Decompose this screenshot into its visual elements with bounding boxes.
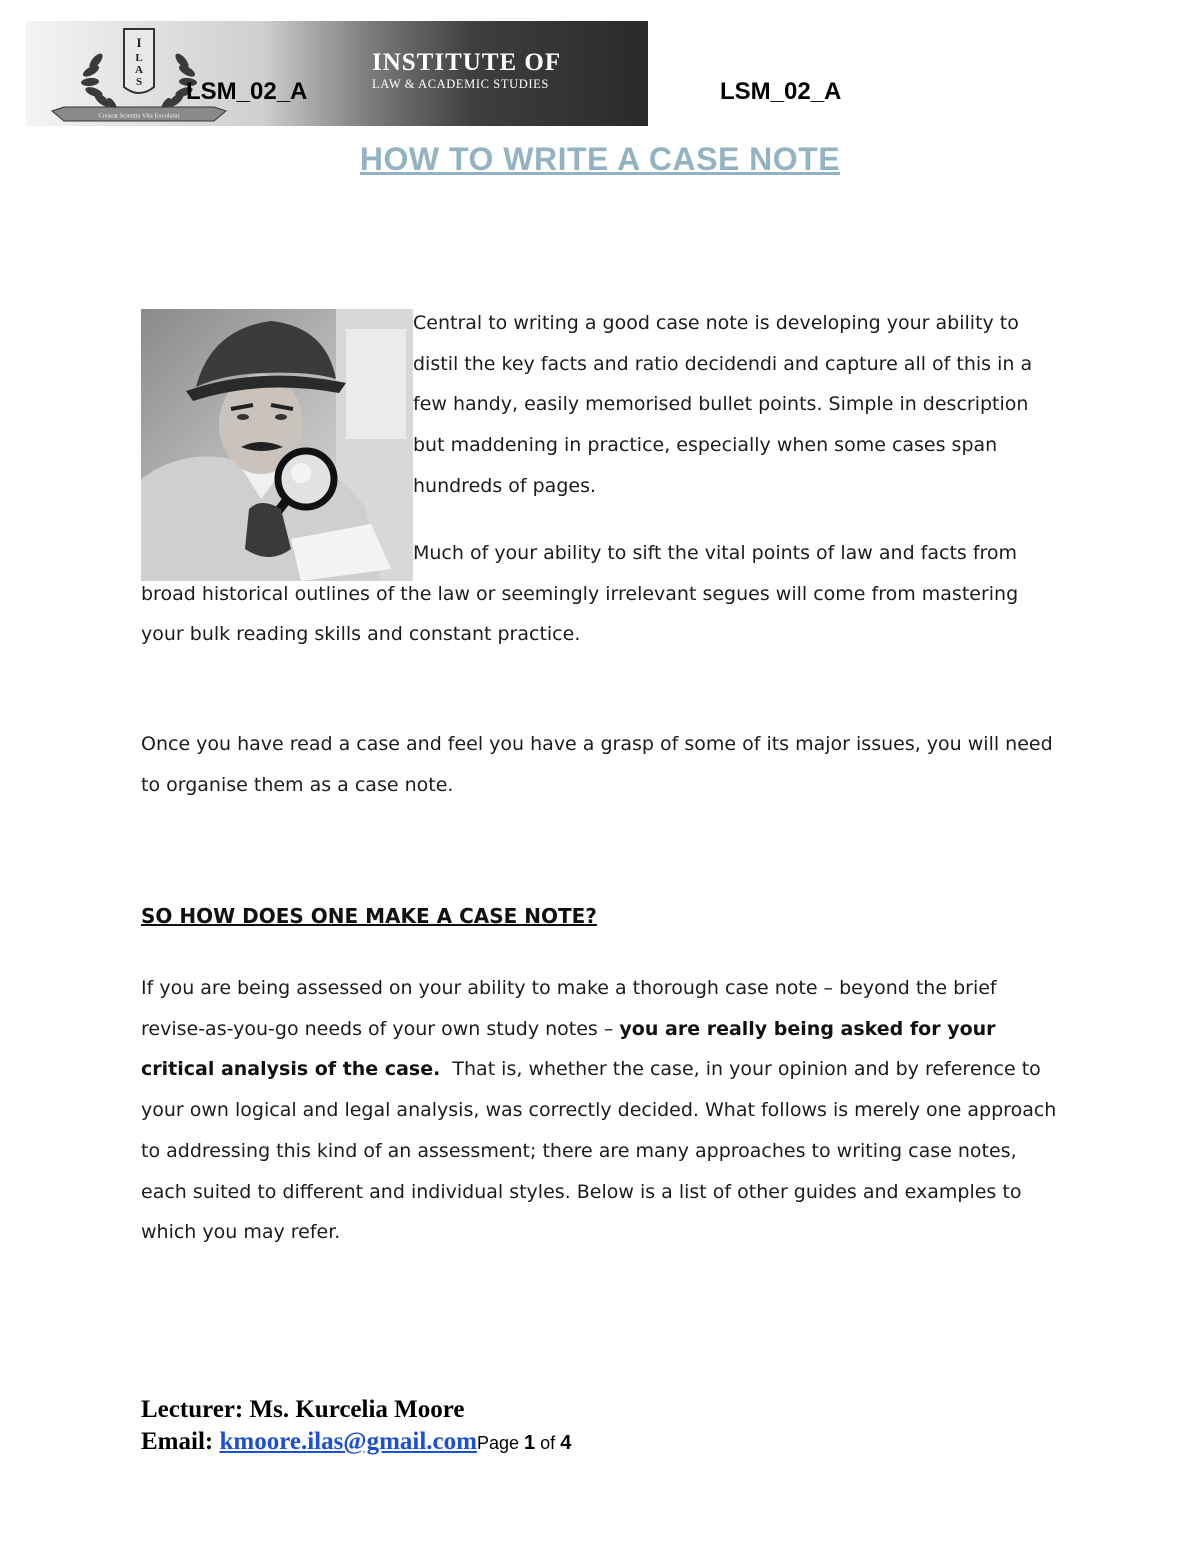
assessment-paragraph — [141, 968, 1063, 1253]
email-line — [141, 1426, 571, 1459]
svg-text:S: S — [135, 76, 143, 88]
lecturer-line — [141, 1394, 571, 1426]
section-heading: SO HOW DOES ONE MAKE A CASE NOTE? — [141, 904, 597, 928]
svg-text:I: I — [136, 35, 142, 50]
critical-analysis-emphasis: you are really being asked for your critical analysis of the case. — [141, 1017, 996, 1081]
intro-paragraph: Central to writing a good case note is developing your ability to distil the key facts and ratio decidendi and capture all of this in a few handy, easily memorised bullet points. Simple in description but maddening in practice, especially when some cases span hundreds of pages. — [413, 312, 1033, 497]
assessment-rest: That is, whether the case, in your opinion and by reference to your own logical and legal analysis, was correctly decided. What follows is merely one approach to addressing this kind of an assessment; there are many approaches to writing case notes, each suited to different and individual styles. Below is a list of other guides and examples to which you may refer. — [141, 1058, 1057, 1244]
institute-subtitle: LAW & ACADEMIC STUDIES — [372, 77, 549, 91]
page-current: 1 — [524, 1432, 536, 1454]
crest-logo-icon — [44, 25, 234, 125]
document-code-left: LSM_02_A — [186, 78, 308, 105]
reading-skills-paragraph: Much of your ability to sift the vital points of law and facts from broad historical outlines of the law or seemingly irrelevant segues will come from mastering your bulk reading skills and constant practice. — [141, 542, 1019, 646]
organise-paragraph: Once you have read a case and feel you have a grasp of some of its major issues, you will need to organise them as a case note. — [141, 733, 1053, 796]
lecturer-label: Lecturer: — [141, 1396, 244, 1423]
institute-name: INSTITUTE OF — [372, 49, 562, 76]
svg-text:Crescat Scientia Vita Excolatu: Crescat Scientia Vita Excolatur — [98, 112, 180, 120]
footer — [141, 1394, 571, 1459]
page-number — [477, 1433, 571, 1453]
email-label: Email: — [141, 1428, 214, 1455]
svg-text:L: L — [135, 52, 143, 64]
assessment-intro: If you are being assessed on your ability to make a thorough case note – beyond the brief revise-as-you-go needs of your own study notes – — [141, 977, 997, 1040]
lecturer-name: Ms. Kurcelia Moore — [249, 1396, 465, 1423]
institute-logo-banner — [26, 21, 648, 126]
email-link[interactable]: kmoore.ilas@gmail.com — [219, 1428, 477, 1455]
page-word: Page — [476, 1433, 519, 1453]
page-total: 4 — [560, 1432, 572, 1454]
page-of: of — [540, 1433, 556, 1453]
document-code-right: LSM_02_A — [720, 78, 842, 105]
svg-text:A: A — [135, 64, 143, 76]
page-title: HOW TO WRITE A CASE NOTE — [359, 141, 841, 177]
